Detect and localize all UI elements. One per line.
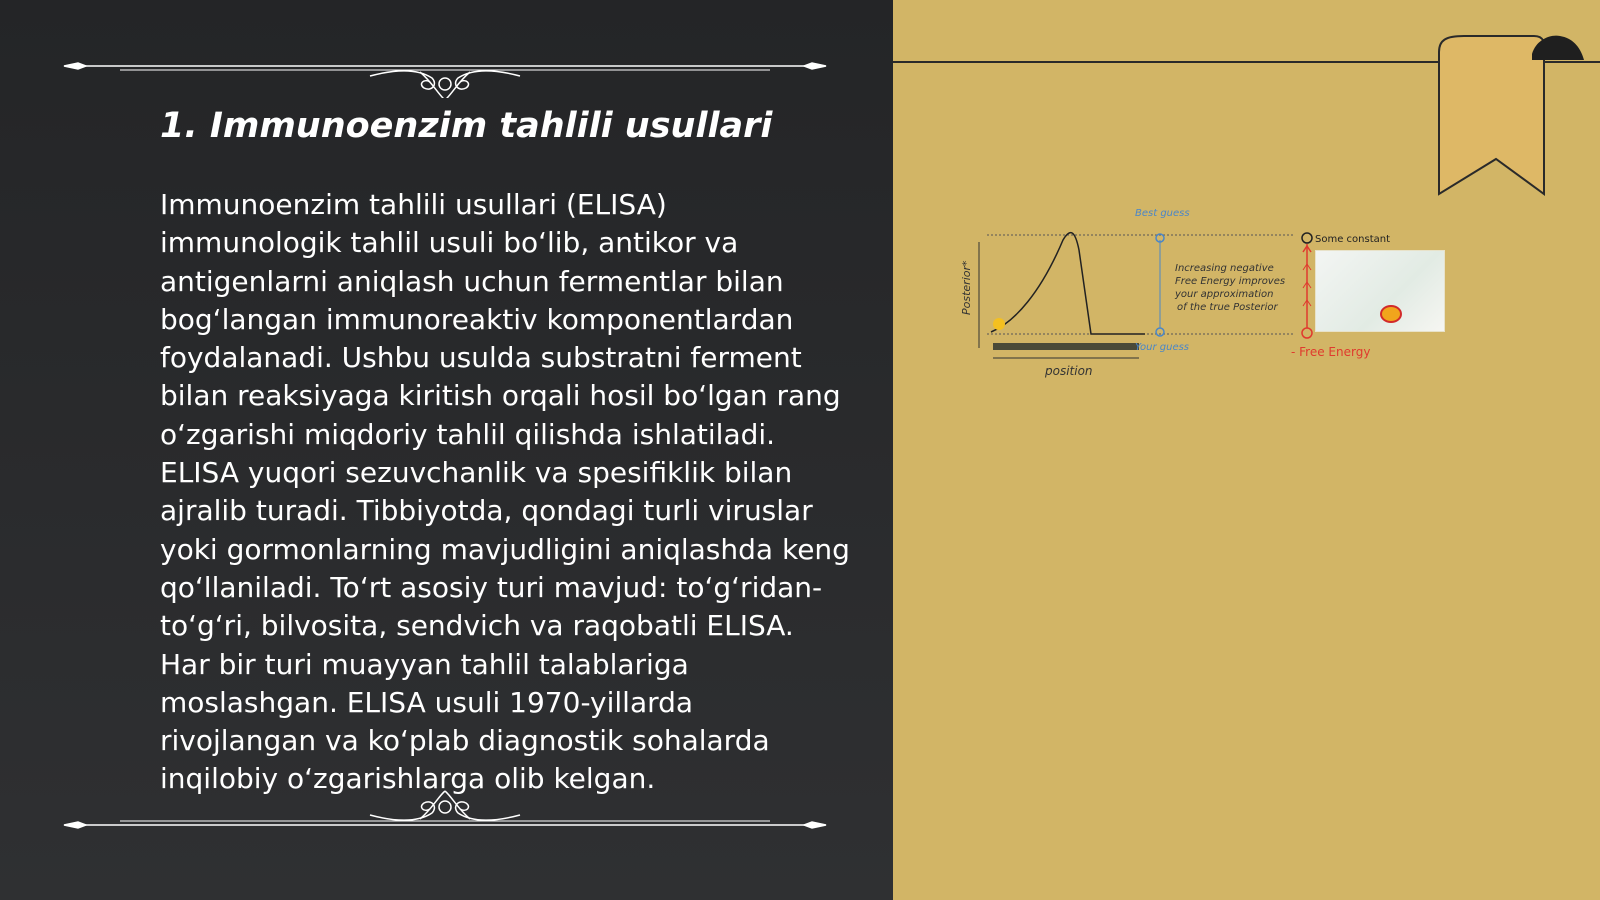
your-guess-marker <box>1156 328 1164 336</box>
some-constant-label: Some constant <box>1315 234 1391 245</box>
figure-ylabel: Posterior* <box>960 260 973 315</box>
best-guess-label: Best guess <box>1135 208 1190 219</box>
slide-title: 1. Immunoenzim tahlili usullari <box>160 106 773 146</box>
your-guess-label: Your guess <box>1135 342 1190 353</box>
free-energy-label: - Free Energy <box>1291 345 1371 359</box>
bookmark-ribbon-icon <box>1434 34 1600 204</box>
caption-line-4: of the true Posterior <box>1177 302 1278 313</box>
thumbnail-marker-icon <box>1380 305 1402 323</box>
posterior-curve <box>991 233 1145 334</box>
caption-line-1: Increasing negative <box>1175 263 1274 274</box>
top-ornament-icon <box>60 38 830 98</box>
bottom-ornament-icon <box>60 775 830 835</box>
caption-line-2: Free Energy improves <box>1175 276 1286 287</box>
figure-xlabel: position <box>1045 364 1093 378</box>
free-energy-marker <box>1302 328 1312 338</box>
caption-line-3: your approximation <box>1175 289 1274 300</box>
position-bar <box>993 343 1139 350</box>
sun-icon <box>993 318 1005 330</box>
some-constant-marker <box>1302 233 1312 243</box>
slide-body-text: Immunoenzim tahlili usullari (ELISA) immunologik tahlil usuli bo‘lib, antikor va antigenlarni aniqlash uchun fermentlar bilan bog‘langan immunoreaktiv komponentlardan foydalanadi. Ushbu usulda substratni ferment bilan reaksiyaga kiritish orqali hosil bo‘lgan rang o‘zgarishi miqdoriy tahlil qilishda ishlatiladi. ELISA yuqori sezuvchanlik va spesifiklik bilan ajralib turadi. Tibbiyotda, qondagi turli viruslar yoki gormonlarning mavjudligini aniqlashda keng qo‘llaniladi. To‘rt asosiy turi mavjud: to‘g‘ridan-to‘g‘ri, bilvosita, sendvich va raqobatli ELISA. Har bir turi muayyan tahlil talablariga moslashgan. ELISA usuli 1970-yillarda rivojlangan va ko‘plab diagnostik sohalarda inqilobiy o‘zgarishlarga olib kelgan. <box>160 188 850 796</box>
figure-thumbnail-image <box>1315 250 1445 332</box>
